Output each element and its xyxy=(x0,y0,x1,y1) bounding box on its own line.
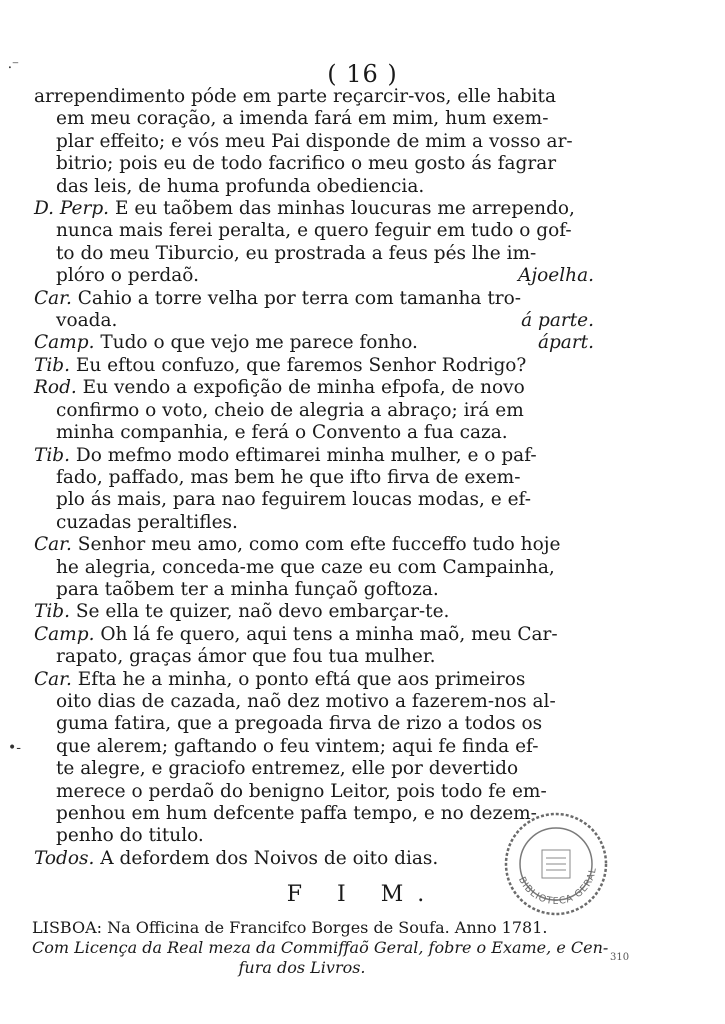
text-line xyxy=(34,691,594,713)
text-line xyxy=(34,445,594,467)
text-line xyxy=(34,422,594,444)
text-line xyxy=(34,153,594,175)
stamp-text: BIBLIOTECA GERAL xyxy=(515,866,599,908)
line-text: Eu vendo a expofição de minha efpofa, de novo xyxy=(76,377,525,399)
speaker-name: Tib. xyxy=(34,601,70,623)
imprint-line-3: fura dos Livros. xyxy=(238,958,366,977)
line-text: minha companhia, e ferá o Convento a fua caza. xyxy=(56,422,508,444)
line-text: Se ella te quizer, naõ devo embarçar-te. xyxy=(69,601,450,623)
text-line xyxy=(34,646,594,668)
ink-speck: ⸳⁻ xyxy=(8,58,20,74)
speaker-name: Car. xyxy=(34,668,72,690)
text-line xyxy=(34,198,594,220)
text-line xyxy=(34,534,594,556)
text-line xyxy=(34,489,594,511)
text-line xyxy=(34,400,594,422)
line-text: Tudo o que vejo me parece fonho. xyxy=(94,332,418,354)
line-text: guma fatira, que a pregoada firva de rizo a todos os xyxy=(56,713,543,735)
line-text: cuzadas peraltifles. xyxy=(56,511,238,533)
line-text: das leis, de huma profunda obediencia. xyxy=(56,175,425,197)
line-text: para taõbem ter a minha funçaõ goftoza. xyxy=(56,578,439,600)
play-text xyxy=(34,86,594,870)
line-text: to do meu Tiburcio, eu prostrada a feus pés lhe im- xyxy=(56,242,537,264)
text-line xyxy=(34,758,594,780)
text-line xyxy=(34,601,594,623)
speaker-name: Camp. xyxy=(34,623,95,645)
text-line xyxy=(34,332,594,354)
line-text: A defordem dos Noivos de oito dias. xyxy=(94,847,439,869)
speaker-name: Camp. xyxy=(34,332,95,354)
line-text: confirmo o voto, cheio de alegria a abraço; irá em xyxy=(56,399,524,421)
library-stamp-icon xyxy=(502,810,610,918)
line-text: fado, paffado, mas bem he que ifto firva de exem- xyxy=(56,466,521,488)
page-number: ( 16 ) xyxy=(327,60,398,88)
speaker-name: Tib. xyxy=(34,354,70,376)
text-line xyxy=(34,86,594,108)
text-line xyxy=(34,557,594,579)
ink-speck: •‐ xyxy=(8,740,21,756)
text-line xyxy=(34,310,594,332)
line-text: E eu taõbem das minhas loucuras me arrependo, xyxy=(109,198,575,220)
line-text: penhou em hum defcente paffa tempo, e no dezem- xyxy=(56,803,537,824)
line-text: plar effeito; e vós meu Pai disponde de mim a vosso ar- xyxy=(56,130,573,152)
svg-text:BIBLIOTECA GERAL xyxy=(516,866,599,907)
text-line xyxy=(34,713,594,735)
text-line xyxy=(34,512,594,534)
line-text: oito dias de cazada, naõ dez motivo a fazerem-nos al- xyxy=(56,690,556,712)
line-text: voada. xyxy=(56,310,118,332)
line-text: penho do titulo. xyxy=(56,825,204,847)
speaker-name: Tib. xyxy=(34,444,70,466)
text-line xyxy=(34,669,594,691)
line-text: bitrio; pois eu de todo facrifico o meu gosto ás fagrar xyxy=(56,153,557,175)
line-text: merece o perdaõ do benigno Leitor, pois todo fe em- xyxy=(56,780,547,802)
speaker-name: Car. xyxy=(34,534,72,556)
speaker-name: D. Perp. xyxy=(34,198,110,220)
line-text: Senhor meu amo, como com efte fucceffo tudo hoje xyxy=(71,534,561,556)
line-text: Do mefmo modo eftimarei minha mulher, e o paf- xyxy=(69,444,537,466)
line-text: nunca mais ferei peralta, e quero feguir em tudo o gof- xyxy=(56,220,572,242)
margin-code: 310 xyxy=(610,952,630,963)
stage-direction: ápart. xyxy=(537,332,594,354)
stage-direction: Ajoelha. xyxy=(518,265,594,287)
text-line xyxy=(34,243,594,265)
line-text: em meu coração, a imenda fará em mim, hum exem- xyxy=(56,108,549,130)
line-text: Cahio a torre velha por terra com tamanha tro- xyxy=(71,287,521,309)
line-text: Oh lá fe quero, aqui tens a minha maõ, meu Car- xyxy=(94,623,558,645)
text-line xyxy=(34,176,594,198)
line-text: te alegre, e graciofo entremez, elle por devertido xyxy=(56,758,519,780)
text-line xyxy=(34,265,594,287)
text-line xyxy=(34,624,594,646)
text-line xyxy=(34,355,594,377)
imprint xyxy=(32,918,612,978)
fim-heading: F I M. xyxy=(286,882,439,907)
text-line xyxy=(34,467,594,489)
text-line xyxy=(34,131,594,153)
text-line xyxy=(34,736,594,758)
speaker-name: Todos. xyxy=(34,847,95,869)
text-line xyxy=(34,108,594,130)
imprint-line-1: LISBOA: Na Officina de Francifco Borges de Soufa. Anno 1781. xyxy=(32,918,548,937)
speaker-name: Car. xyxy=(34,287,72,309)
line-text: Eu eftou confuzo, que faremos Senhor Rodrigo? xyxy=(69,354,527,376)
line-text: que alerem; gaftando o feu vintem; aqui fe finda ef- xyxy=(56,735,539,757)
text-line xyxy=(34,220,594,242)
line-text: arrependimento póde em parte reçarcir-vos, elle habita xyxy=(34,86,557,107)
stage-direction: á parte. xyxy=(521,310,594,332)
line-text: Efta he a minha, o ponto eftá que aos primeiros xyxy=(71,668,526,690)
text-line xyxy=(34,579,594,601)
text-line xyxy=(34,781,594,803)
text-line xyxy=(34,288,594,310)
line-text: rapato, graças ámor que fou tua mulher. xyxy=(56,646,436,668)
imprint-line-2: Com Licença da Real meza da Commiffaõ Geral, fobre o Exame, e Cen- xyxy=(32,938,609,957)
line-text: plo ás mais, para nao feguirem loucas modas, e ef- xyxy=(56,489,531,511)
line-text: plóro o perdaõ. xyxy=(56,265,199,287)
text-line xyxy=(34,377,594,399)
speaker-name: Rod. xyxy=(34,377,77,399)
line-text: he alegria, conceda-me que caze eu com Campainha, xyxy=(56,556,555,578)
